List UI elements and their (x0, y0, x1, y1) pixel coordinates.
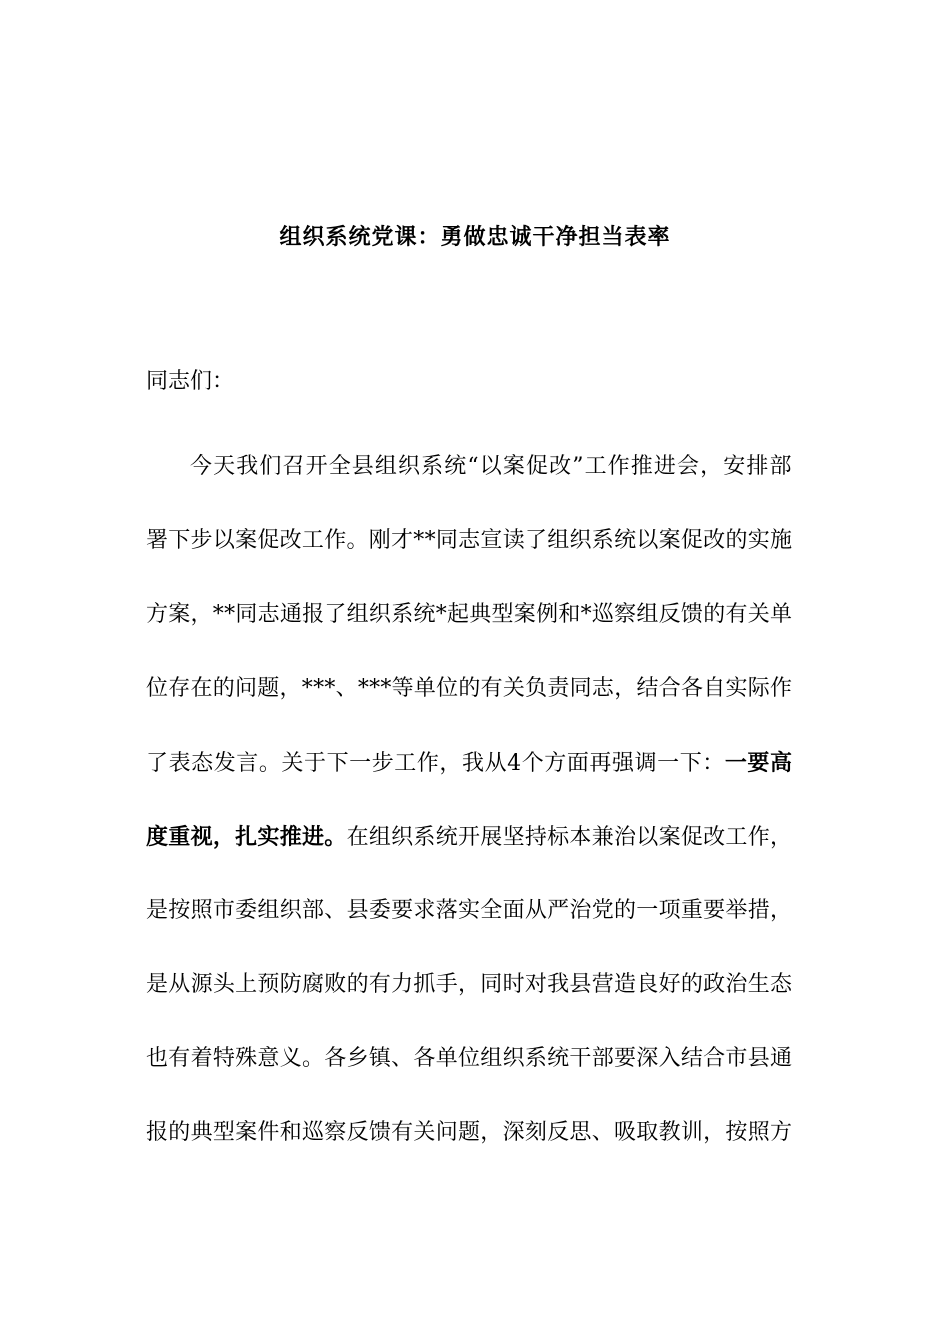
line-text-mixed (146, 748, 793, 822)
line-text: 了表态发言。关于下一步工作，我从4个方面再强调一下： (146, 751, 725, 776)
text-line (146, 748, 792, 822)
text-line (146, 674, 792, 748)
line-text: 也有着特殊意义。各乡镇、各单位组织系统干部要深入结合市县通 (146, 1046, 793, 1071)
document-title: 组织系统党课：勇做忠诚干净担当表率 (279, 224, 671, 250)
text-line (146, 526, 792, 600)
line-text: 是从源头上预防腐败的有力抓手，同时对我县营造良好的政治生态 (146, 972, 793, 997)
bold-heading-start: 一要高 (724, 750, 793, 776)
line-text-mixed (146, 822, 792, 896)
text-line (146, 896, 792, 970)
line-text: 是按照市委组织部、县委要求落实全面从严治党的一项重要举措， (146, 898, 793, 923)
line-text: 署下步以案促改工作。刚才**同志宣读了组织系统以案促改的实施 (146, 528, 793, 553)
text-line (146, 600, 792, 674)
text-line (146, 1118, 792, 1192)
body-paragraph (146, 452, 792, 1192)
text-line (146, 452, 792, 526)
text-line (146, 1044, 792, 1118)
line-text: 在组织系统开展坚持标本兼治以案促改工作， (346, 825, 793, 850)
text-line (146, 822, 792, 896)
bold-heading-end: 度重视，扎实推进。 (146, 824, 347, 850)
line-text: 报的典型案件和巡察反馈有关问题，深刻反思、吸取教训，按照方 (146, 1120, 793, 1145)
line-text: 方案，**同志通报了组织系统*起典型案例和*巡察组反馈的有关单 (146, 602, 793, 627)
line-text: 位存在的问题，***、***等单位的有关负责同志，结合各自实际作 (146, 676, 793, 701)
line-text: 今天我们召开全县组织系统“以案促改”工作推进会，安排部 (190, 454, 793, 479)
salutation: 同志们： (146, 369, 235, 394)
text-line (146, 970, 792, 1044)
